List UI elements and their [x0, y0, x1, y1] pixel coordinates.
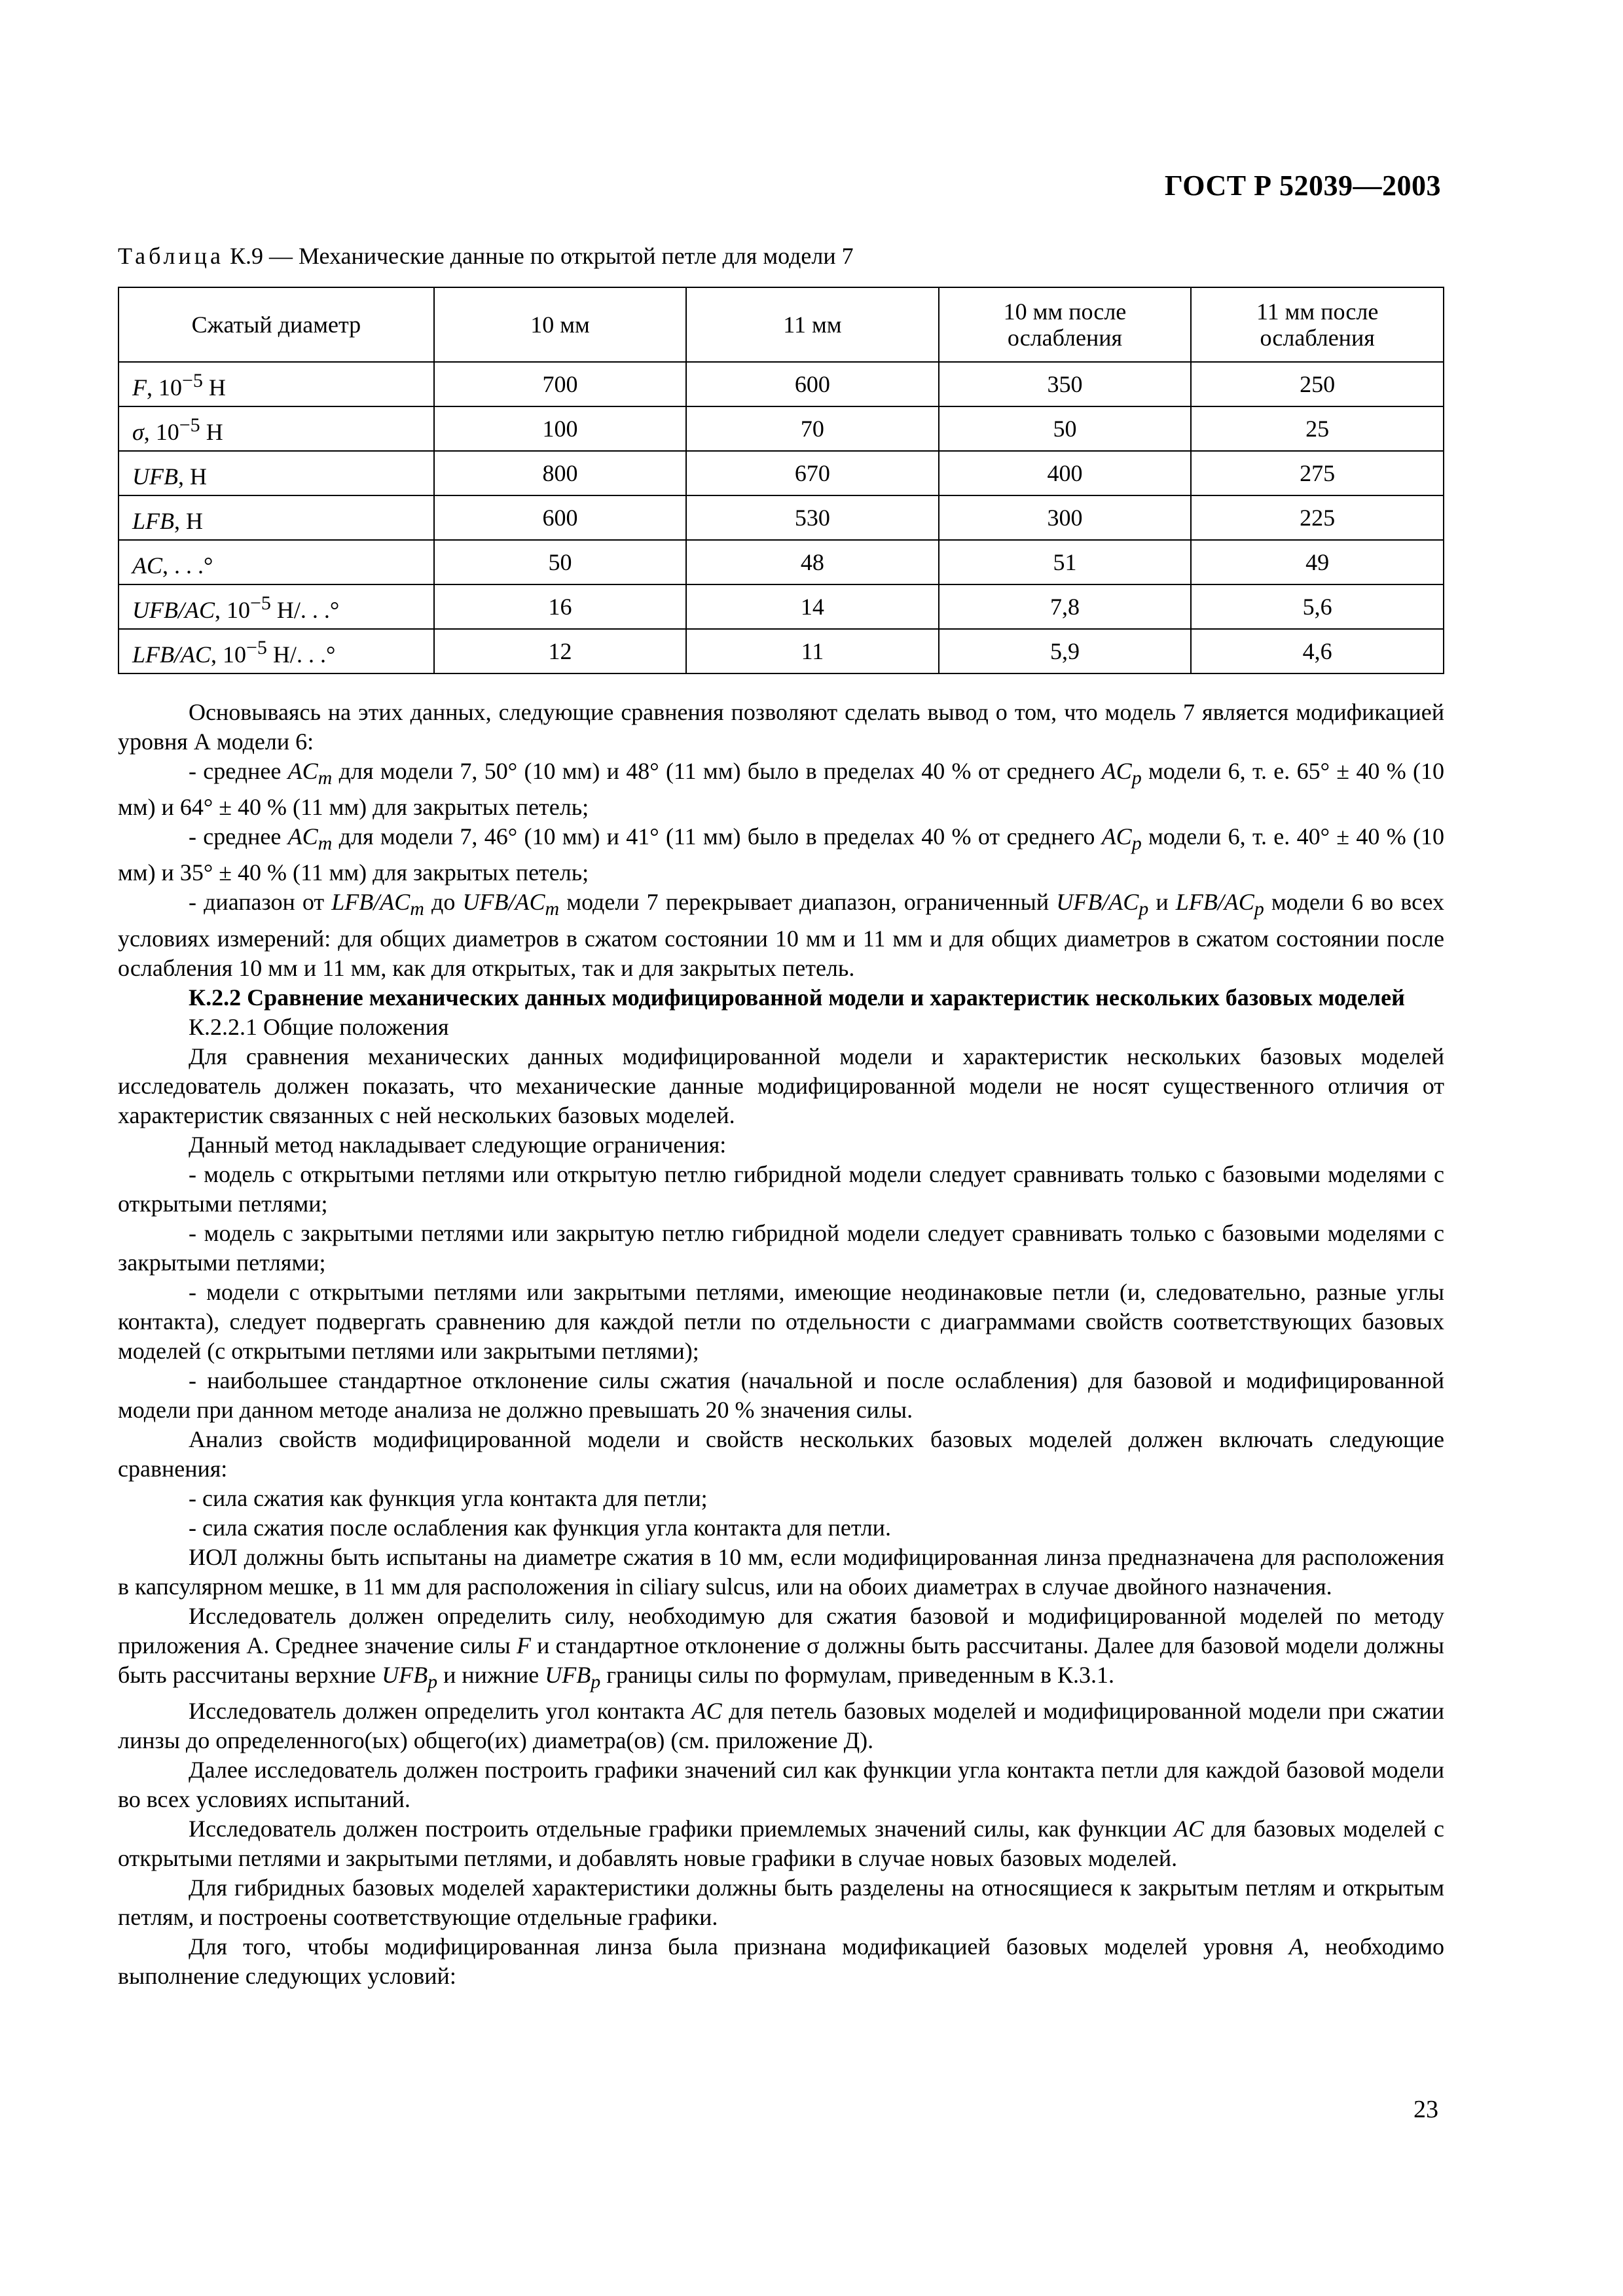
list-item: - модели с открытыми петлями или закрытыми петлями, имеющие неодинаковые петли (и, следовательно, разные углы контакта), следует подвергать сравнению для каждой петли по отдельности с диаграммами свойств соответствующих базовых моделей (с открытыми петлями или закрытыми петлями);	[118, 1278, 1444, 1364]
paragraph: Далее исследователь должен построить графики значений сил как функции угла контакта петли для каждой базовой модели во всех условиях испытаний.	[118, 1756, 1444, 1812]
paragraph: Для гибридных базовых моделей характеристики должны быть разделены на относящиеся к закрытым петлям и открытым петлям, и построены соответствующие отдельные графики.	[118, 1874, 1444, 1930]
row-label: LFB, Н	[119, 495, 434, 540]
table-cell: 11	[686, 629, 938, 673]
row-label: LFB/AC, $10^{-5}$ Н/. . .°	[119, 629, 434, 673]
table-cell: 700	[434, 362, 686, 406]
table-cell: 530	[686, 495, 938, 540]
table-header-row	[119, 287, 1444, 362]
table-caption	[118, 242, 854, 270]
table-cell: 25	[1191, 406, 1444, 451]
table-cell: 670	[686, 451, 938, 495]
table-cell: 225	[1191, 495, 1444, 540]
list-item: - сила сжатия как функция угла контакта для петли;	[189, 1484, 708, 1511]
paragraph: Исследователь должен определить силу, необходимую для сжатия базовой и модифицированной моделей по методу приложения А. Среднее значение силы F и стандартное отклонение σ должны быть рассчитаны. Далее для базовой модели должны быть рассчитаны верхние $UFB_p$ и нижние $UFB_p$ границы силы по формулам, приведенным в К.3.1.	[118, 1602, 1444, 1693]
table-cell: 600	[434, 495, 686, 540]
paragraph: Исследователь должен определить угол контакта AC для петель базовых моделей и модифицированной модели при сжатии линзы до определенного(ых) общего(их) диаметра(ов) (см. приложение Д).	[118, 1697, 1444, 1753]
table-cell: 49	[1191, 540, 1444, 584]
row-label: UFB, Н	[119, 451, 434, 495]
column-header: 10 мм после ослабления	[939, 287, 1192, 362]
paragraph: Для того, чтобы модифицированная линза была признана модификацией базовых моделей уровня А, необходимо выполнение следующих условий:	[118, 1933, 1444, 1989]
table-row	[119, 540, 1444, 584]
table-cell: 50	[434, 540, 686, 584]
table-row	[119, 584, 1444, 629]
column-header: 11 мм	[686, 287, 938, 362]
table-cell: 275	[1191, 451, 1444, 495]
column-header: Сжатый диаметр	[119, 287, 434, 362]
table-row	[119, 362, 1444, 406]
table-cell: 5,6	[1191, 584, 1444, 629]
section-heading: К.2.2 Сравнение механических данных модифицированной модели и характеристик нескольких базовых моделей	[189, 984, 1405, 1011]
row-label: σ, $10^{-5}$ Н	[119, 406, 434, 451]
table-cell: 12	[434, 629, 686, 673]
table-cell: 50	[939, 406, 1192, 451]
list-item: - среднее $AC_m$ для модели 7, 46° (10 мм) и 41° (11 мм) было в пределах 40 % от среднего $AC_p$ модели 6, т. е. 40° ± 40 % (10 мм) и 35° ± 40 % (11 мм) для закрытых петель;	[118, 823, 1445, 886]
table-body	[119, 362, 1444, 673]
table-cell: 14	[686, 584, 938, 629]
table-cell: 350	[939, 362, 1192, 406]
row-label: UFB/AC, $10^{-5}$ Н/. . .°	[119, 584, 434, 629]
subsection-heading: К.2.2.1 Общие положения	[189, 1013, 449, 1040]
table-cell: 48	[686, 540, 938, 584]
main-text	[118, 698, 1444, 1991]
table-cell: 51	[939, 540, 1192, 584]
column-header: 11 мм после ослабления	[1191, 287, 1444, 362]
table-cell: 100	[434, 406, 686, 451]
table-cell: 5,9	[939, 629, 1192, 673]
list-item: - модель с закрытыми петлями или закрытую петлю гибридной модели следует сравнивать только с базовыми моделями с закрытыми петлями;	[118, 1219, 1444, 1276]
list-item: - среднее $AC_m$ для модели 7, 50° (10 мм) и 48° (11 мм) было в пределах 40 % от среднего $AC_p$ модели 6, т. е. 65° ± 40 % (10 мм) и 64° ± 40 % (11 мм) для закрытых петель;	[118, 758, 1445, 821]
table-cell: 4,6	[1191, 629, 1444, 673]
table-row	[119, 495, 1444, 540]
paragraph: ИОЛ должны быть испытаны на диаметре сжатия в 10 мм, если модифицированная линза предназначена для расположения в капсулярном мешке, в 11 мм для расположения in ciliary sulcus, или на обоих диаметрах в случае двойного назначения.	[118, 1543, 1444, 1600]
table-cell: 70	[686, 406, 938, 451]
paragraph: Для сравнения механических данных модифицированной модели и характеристик нескольких базовых моделей исследователь должен показать, что механические данные модифицированной модели не носят существенного отличия от характеристик связанных с ней нескольких базовых моделей.	[118, 1043, 1444, 1128]
table-cell: 800	[434, 451, 686, 495]
paragraph: Данный метод накладывает следующие ограничения:	[189, 1131, 727, 1158]
list-item: - диапазон от LFB/$AC_m$ до UFB/$AC_m$ модели 7 перекрывает диапазон, ограниченный UFB/$AC_p$ и LFB/$AC_p$ модели 6 во всех условиях измерений: для общих диаметров в сжатом состоянии 10 мм и 11 мм и для общих диаметров в сжатом состоянии после ослабления 10 мм и 11 мм, как для открытых, так и для закрытых петель.	[118, 889, 1444, 981]
table-caption-prefix: Таблица	[118, 243, 224, 269]
table-cell: 300	[939, 495, 1192, 540]
page-number: 23	[1413, 2096, 1438, 2123]
paragraph: Анализ свойств модифицированной модели и свойств нескольких базовых моделей должен включать следующие сравнения:	[118, 1426, 1444, 1482]
row-label: AC, . . .°	[119, 540, 434, 584]
list-item: - наибольшее стандартное отклонение силы сжатия (начальной и после ослабления) для базовой и модифицированной модели при данном методе анализа не должно превышать 20 % значения силы.	[118, 1367, 1444, 1423]
table-row	[119, 629, 1444, 673]
table-cell: 600	[686, 362, 938, 406]
table-caption-title: К.9 — Механические данные по открытой петле для модели 7	[223, 243, 854, 269]
paragraph: Основываясь на этих данных, следующие сравнения позволяют сделать вывод о том, что модель 7 является модификацией уровня А модели 6:	[118, 699, 1444, 755]
table-cell: 16	[434, 584, 686, 629]
mechanical-data-table	[118, 287, 1444, 674]
table-cell: 7,8	[939, 584, 1192, 629]
table-cell: 250	[1191, 362, 1444, 406]
table-cell: 400	[939, 451, 1192, 495]
document-id-header: ГОСТ Р 52039—2003	[1164, 170, 1441, 202]
list-item: - модель с открытыми петлями или открытую петлю гибридной модели следует сравнивать только с базовыми моделями с открытыми петлями;	[118, 1160, 1444, 1217]
list-item: - сила сжатия после ослабления как функция угла контакта для петли.	[189, 1514, 891, 1541]
table-row	[119, 451, 1444, 495]
table-row	[119, 406, 1444, 451]
paragraph: Исследователь должен построить отдельные графики приемлемых значений силы, как функции AC для базовых моделей с открытыми петлями и закрытыми петлями, и добавлять новые графики в случае новых базовых моделей.	[118, 1815, 1445, 1871]
row-label: F, $10^{-5}$ Н	[119, 362, 434, 406]
column-header: 10 мм	[434, 287, 686, 362]
